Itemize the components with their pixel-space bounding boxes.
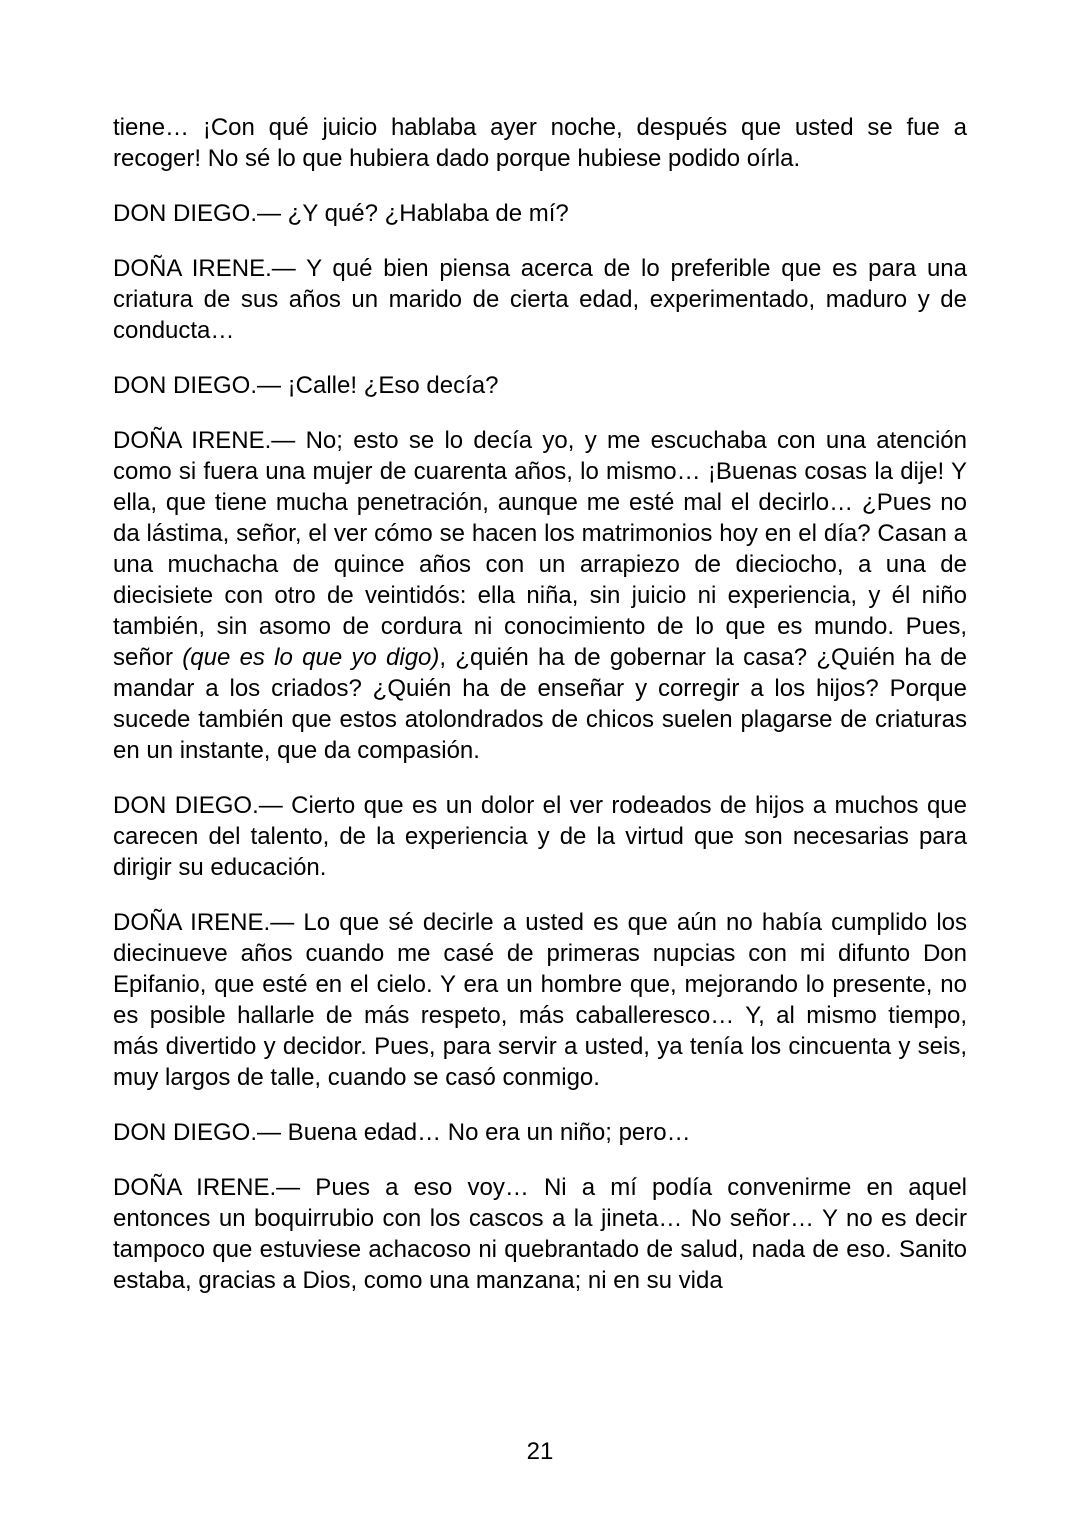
paragraph-3: DOÑA IRENE.— Y qué bien piensa acerca de lo preferible que es para una criatura de sus años un marido de cierta edad, experimentado, maduro y de conducta…	[113, 255, 967, 344]
paragraph-5-text-before: DOÑA IRENE.— No; esto se lo decía yo, y me escuchaba con una atención como si fuera una mujer de cuarenta años, lo mismo… ¡Buenas cosas la dije! Y ella, que tiene mucha penetración, aunque me esté mal el decirlo… ¿Pues no da lástima, señor, el ver cómo se hacen los matrimonios hoy en el día? Casan a una muchacha de quince años con un arrapiezo de dieciocho, a una de diecisiete con otro de veintidós: ella niña, sin juicio ni experiencia, y él niño también, sin asomo de cordura ni conocimiento de lo que es mundo. Pues, señor	[113, 427, 967, 671]
paragraph-1: tiene… ¡Con qué juicio hablaba ayer noche, después que usted se fue a recoger! No sé lo que hubiera dado porque hubiese podido oírla.	[113, 114, 967, 172]
paragraph-4: DON DIEGO.— ¡Calle! ¿Eso decía?	[113, 372, 499, 399]
paragraph-9: DOÑA IRENE.— Pues a eso voy… Ni a mí podía convenirme en aquel entonces un boquirrubio con los cascos a la jineta… No señor… Y no es decir tampoco que estuviese achacoso ni quebrantado de salud, nada de eso. Sanito estaba, gracias a Dios, como una manzana; ni en su vida	[113, 1174, 967, 1294]
paragraph-2: DON DIEGO.— ¿Y qué? ¿Hablaba de mí?	[113, 200, 569, 227]
paragraph-5	[113, 425, 967, 766]
page-number: 21	[526, 1438, 554, 1465]
page-body	[113, 112, 967, 1320]
paragraph-5-text-after: , ¿quién ha de gobernar la casa? ¿Quién ha de mandar a los criados? ¿Quién ha de enseñar y corregir a los hijos? Porque sucede también que estos atolondrados de chicos suelen plagarse de criaturas en un instante, que da compasión.	[113, 644, 967, 764]
stage-direction-italic: (que es lo que yo digo)	[182, 644, 440, 671]
paragraph-7: DOÑA IRENE.— Lo que sé decirle a usted es que aún no había cumplido los diecinueve años cuando me casé de primeras nupcias con mi difunto Don Epifanio, que esté en el cielo. Y era un hombre que, mejorando lo presente, no es posible hallarle de más respeto, más caballeresco… Y, al mismo tiempo, más divertido y decidor. Pues, para servir a usted, ya tenía los cincuenta y seis, muy largos de talle, cuando se casó conmigo.	[113, 909, 967, 1091]
paragraph-8: DON DIEGO.— Buena edad… No era un niño; pero…	[113, 1119, 691, 1146]
paragraph-6: DON DIEGO.— Cierto que es un dolor el ver rodeados de hijos a muchos que carecen del talento, de la experiencia y de la virtud que son necesarias para dirigir su educación.	[113, 792, 967, 881]
